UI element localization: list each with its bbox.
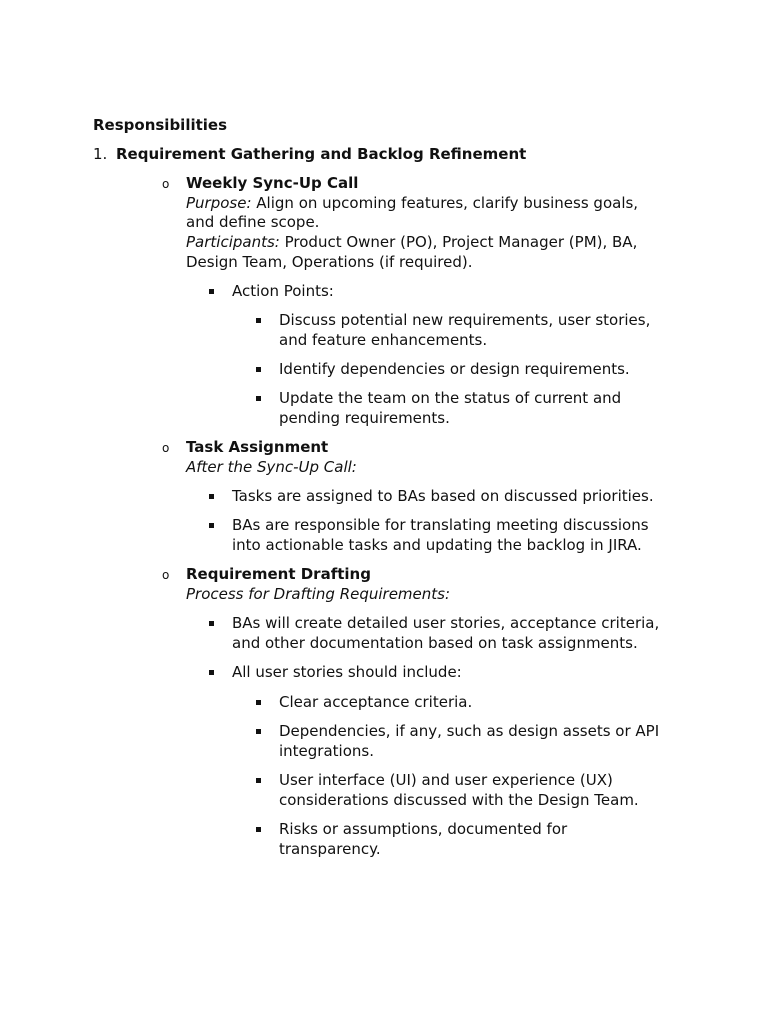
participants-text: Product Owner (PO), Project Manager (PM), BA, xyxy=(284,233,638,251)
list-item: Discuss potential new requirements, user stories, xyxy=(279,311,651,329)
square-bullet-icon xyxy=(256,700,261,705)
purpose-line-1 xyxy=(186,193,638,213)
square-bullet-icon xyxy=(209,523,214,528)
list-item-continuation: and feature enhancements. xyxy=(279,331,488,349)
list-item-continuation: into actionable tasks and updating the backlog in JIRA. xyxy=(232,536,642,554)
list-item: BAs will create detailed user stories, acceptance criteria, xyxy=(232,614,660,632)
square-bullet-icon xyxy=(209,670,214,675)
item-subtitle: Process for Drafting Requirements: xyxy=(186,585,451,603)
square-bullet-icon xyxy=(209,621,214,626)
list-item: All user stories should include: xyxy=(232,663,462,681)
square-bullet-icon xyxy=(256,729,261,734)
list-item-continuation: transparency. xyxy=(279,840,381,858)
list-item: BAs are responsible for translating meeting discussions xyxy=(232,516,649,534)
list-item: Identify dependencies or design requirements. xyxy=(279,360,630,378)
list-item: Risks or assumptions, documented for xyxy=(279,820,568,838)
hollow-bullet-icon: o xyxy=(162,177,170,191)
square-bullet-icon xyxy=(209,289,214,294)
list-item: Dependencies, if any, such as design assets or API xyxy=(279,722,660,740)
purpose-label: Purpose: xyxy=(186,194,252,212)
list-item-continuation: considerations discussed with the Design Team. xyxy=(279,791,639,809)
hollow-bullet-icon: o xyxy=(162,568,170,582)
square-bullet-icon xyxy=(256,778,261,783)
heading-responsibilities: Responsibilities xyxy=(93,116,228,134)
section-number: 1. xyxy=(93,145,108,163)
item-title-requirement-drafting: Requirement Drafting xyxy=(186,565,371,583)
square-bullet-icon xyxy=(256,367,261,372)
list-item-continuation: and other documentation based on task assignments. xyxy=(232,634,638,652)
section-title: Requirement Gathering and Backlog Refinement xyxy=(116,145,527,163)
list-item: User interface (UI) and user experience (UX) xyxy=(279,771,613,789)
list-item: Update the team on the status of current and xyxy=(279,389,622,407)
square-bullet-icon xyxy=(256,318,261,323)
participants-line-1 xyxy=(186,232,637,252)
square-bullet-icon xyxy=(256,827,261,832)
hollow-bullet-icon: o xyxy=(162,441,170,455)
item-title-weekly-sync: Weekly Sync-Up Call xyxy=(186,174,359,192)
list-item-continuation: integrations. xyxy=(279,742,374,760)
purpose-text: Align on upcoming features, clarify business goals, xyxy=(256,194,639,212)
square-bullet-icon xyxy=(209,494,214,499)
square-bullet-icon xyxy=(256,396,261,401)
list-item-continuation: pending requirements. xyxy=(279,409,450,427)
list-item: Tasks are assigned to BAs based on discussed priorities. xyxy=(232,487,654,505)
action-points-label: Action Points: xyxy=(232,282,334,300)
item-title-task-assignment: Task Assignment xyxy=(186,438,329,456)
participants-line-2: Design Team, Operations (if required). xyxy=(186,253,473,271)
purpose-line-2: and define scope. xyxy=(186,213,320,231)
item-subtitle: After the Sync-Up Call: xyxy=(186,458,357,476)
participants-label: Participants: xyxy=(186,233,280,251)
list-item: Clear acceptance criteria. xyxy=(279,693,473,711)
